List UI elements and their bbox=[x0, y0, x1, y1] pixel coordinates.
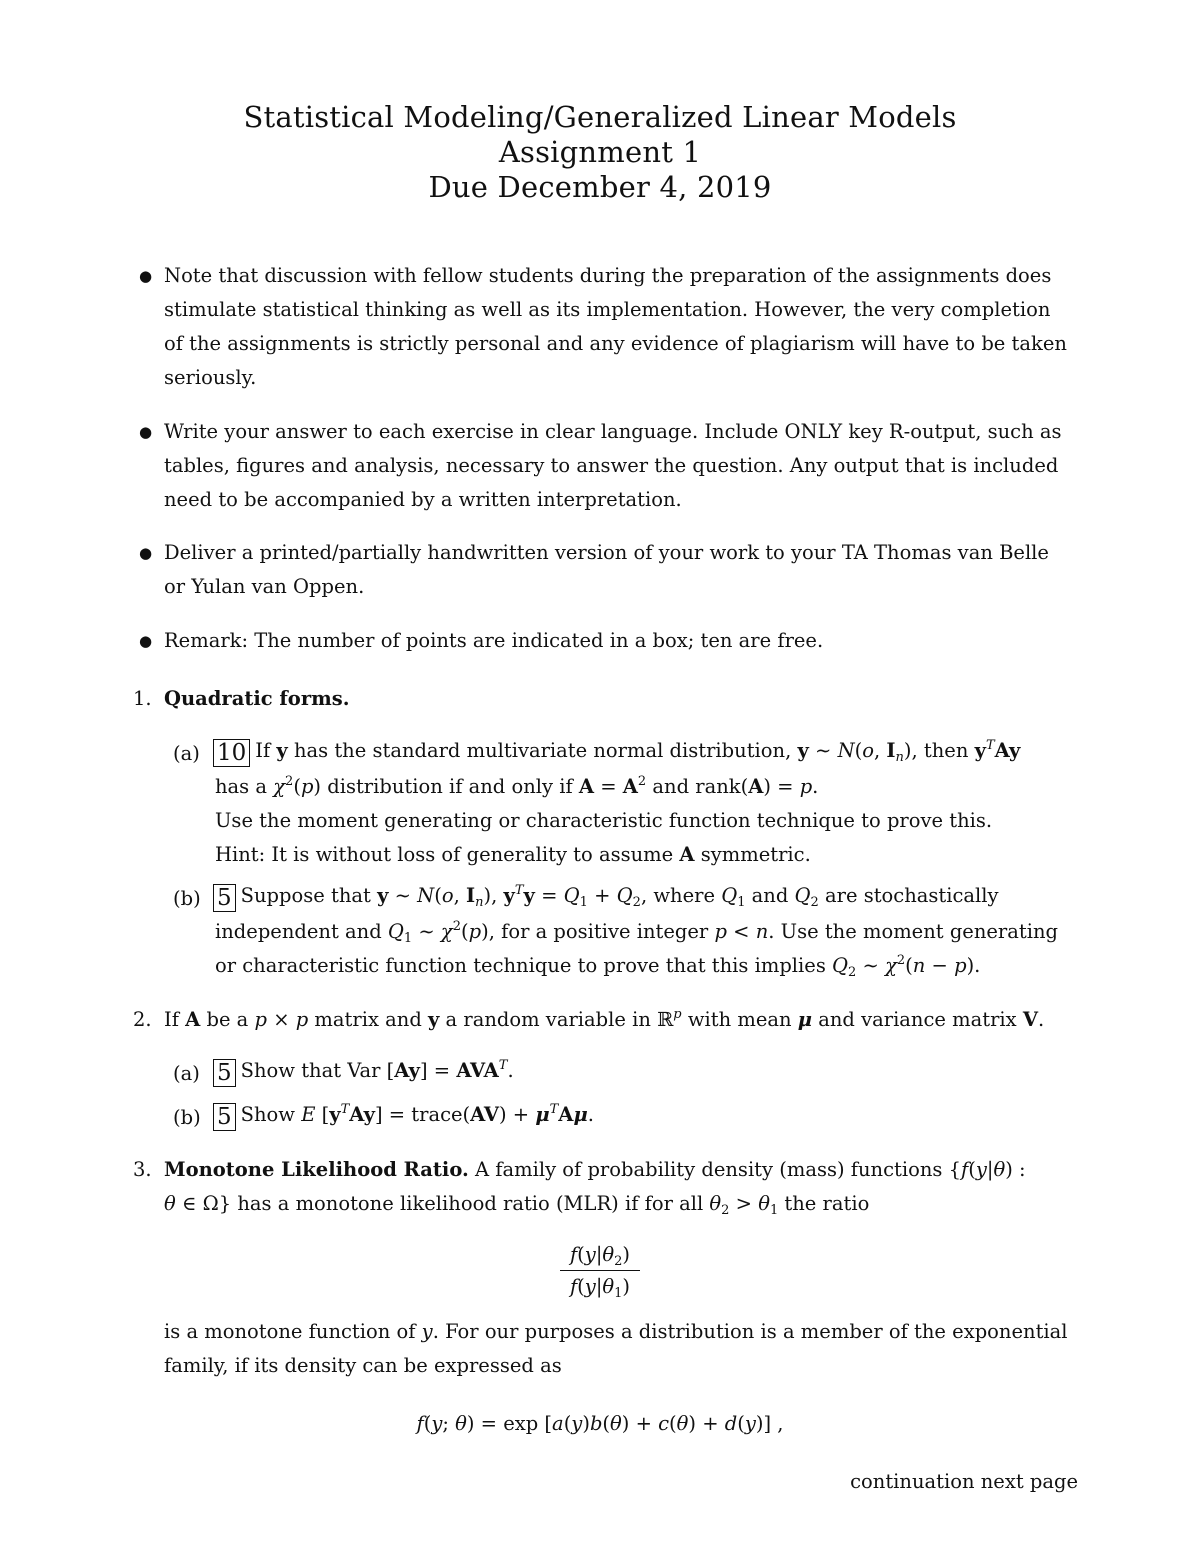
q2b-points-box: 5 bbox=[213, 1103, 236, 1131]
question-2-number: 2. bbox=[133, 1008, 152, 1031]
bullet-1-line-1: Note that discussion with fellow students during the preparation of the assignments does bbox=[164, 264, 1052, 287]
question-3-line-3: is a monotone function of y. For our purposes a distribution is a member of the exponential bbox=[164, 1320, 1068, 1343]
q1a-line-3: Use the moment generating or characteristic function technique to prove this. bbox=[215, 809, 993, 832]
q2a-line: 5 Show that Var $[Ay] = AVA^T$. bbox=[213, 1059, 514, 1087]
document-title: Statistical Modeling/Generalized Linear Models bbox=[243, 100, 957, 134]
likelihood-ratio-fraction bbox=[560, 1243, 640, 1301]
bullet-icon: ● bbox=[139, 423, 153, 441]
bullet-3-line-1: Deliver a printed/partially handwritten version of your work to your TA Thomas van Belle bbox=[164, 541, 1049, 564]
bullet-icon: ● bbox=[139, 632, 153, 650]
q1b-line-3: or characteristic function technique to prove that this implies $Q_2$ ∼ $\chi^2(n - p)$. bbox=[215, 953, 981, 980]
continuation-note: continuation next page bbox=[850, 1470, 1078, 1493]
bullet-icon: ● bbox=[139, 267, 153, 285]
question-3-line-1: Monotone Likelihood Ratio. A family of probability density (mass) functions {f(y|θ) : bbox=[164, 1158, 1026, 1181]
q2b-line: 5 Show E $[y^TAy]$ = trace(AV) + $\mu^TA\mu$. bbox=[213, 1103, 594, 1131]
question-3-line-2: θ ∈ Ω} has a monotone likelihood ratio (MLR) if for all $\theta_2 > \theta_1$ the ratio bbox=[164, 1192, 870, 1218]
q1a-line-1: 10 If y has the standard multivariate normal distribution, y ∼ N(o, $I_n$), then $y^TAy$ bbox=[213, 739, 1020, 767]
q1a-label: (a) bbox=[173, 742, 200, 765]
question-3-number: 3. bbox=[133, 1158, 152, 1181]
bullet-1-line-4: seriously. bbox=[164, 366, 257, 389]
q1b-label: (b) bbox=[173, 887, 201, 910]
bullet-2-line-2: tables, figures and analysis, necessary to answer the question. Any output that is included bbox=[164, 454, 1059, 477]
fraction-numerator: $f(y|\theta_2)$ bbox=[569, 1243, 631, 1269]
bullet-2-line-1: Write your answer to each exercise in clear language. Include ONLY key R-output, such as bbox=[164, 420, 1062, 443]
bullet-2-line-3: need to be accompanied by a written interpretation. bbox=[164, 488, 682, 511]
question-1-number: 1. bbox=[133, 687, 152, 710]
q1a-line-2: has a $\chi^2(p)$ distribution if and only if $A = A^2$ and rank(A) = p. bbox=[215, 774, 819, 798]
bullet-1-line-2: stimulate statistical thinking as well as its implementation. However, the very completion bbox=[164, 298, 1051, 321]
q2a-points-box: 5 bbox=[213, 1059, 236, 1087]
fraction-bar bbox=[560, 1270, 640, 1271]
bullet-3-line-2: or Yulan van Oppen. bbox=[164, 575, 365, 598]
q1a-line-4: Hint: It is without loss of generality to assume A symmetric. bbox=[215, 843, 811, 866]
bullet-1-line-3: of the assignments is strictly personal and any evidence of plagiarism will have to be taken bbox=[164, 332, 1067, 355]
assignment-label: Assignment 1 bbox=[498, 135, 702, 169]
exponential-family-equation: f(y; θ) = exp [a(y)b(θ) + c(θ) + d(y)] , bbox=[416, 1412, 784, 1435]
q1b-line-1: 5 Suppose that y ∼ N(o, $I_n$), $y^Ty = Q_1 + Q_2$, where $Q_1$ and $Q_2$ are stochastically bbox=[213, 884, 999, 912]
q2b-label: (b) bbox=[173, 1106, 201, 1129]
q1a-points-box: 10 bbox=[213, 739, 250, 767]
q1b-line-2: independent and $Q_1$ ∼ $\chi^2(p)$, for a positive integer p < n. Use the moment generating bbox=[215, 919, 1058, 946]
fraction-denominator: $f(y|\theta_1)$ bbox=[569, 1275, 631, 1301]
q2a-label: (a) bbox=[173, 1062, 200, 1085]
question-3-line-4: family, if its density can be expressed as bbox=[164, 1354, 562, 1377]
bullet-4-line-1: Remark: The number of points are indicated in a box; ten are free. bbox=[164, 629, 824, 652]
due-date: Due December 4, 2019 bbox=[428, 170, 772, 204]
question-2-text: If A be a p × p matrix and y a random variable in ℝ$^p$ with mean μ and variance matrix V. bbox=[164, 1007, 1045, 1031]
bullet-icon: ● bbox=[139, 544, 153, 562]
q1b-points-box: 5 bbox=[213, 884, 236, 912]
question-1-heading: Quadratic forms. bbox=[164, 687, 350, 710]
